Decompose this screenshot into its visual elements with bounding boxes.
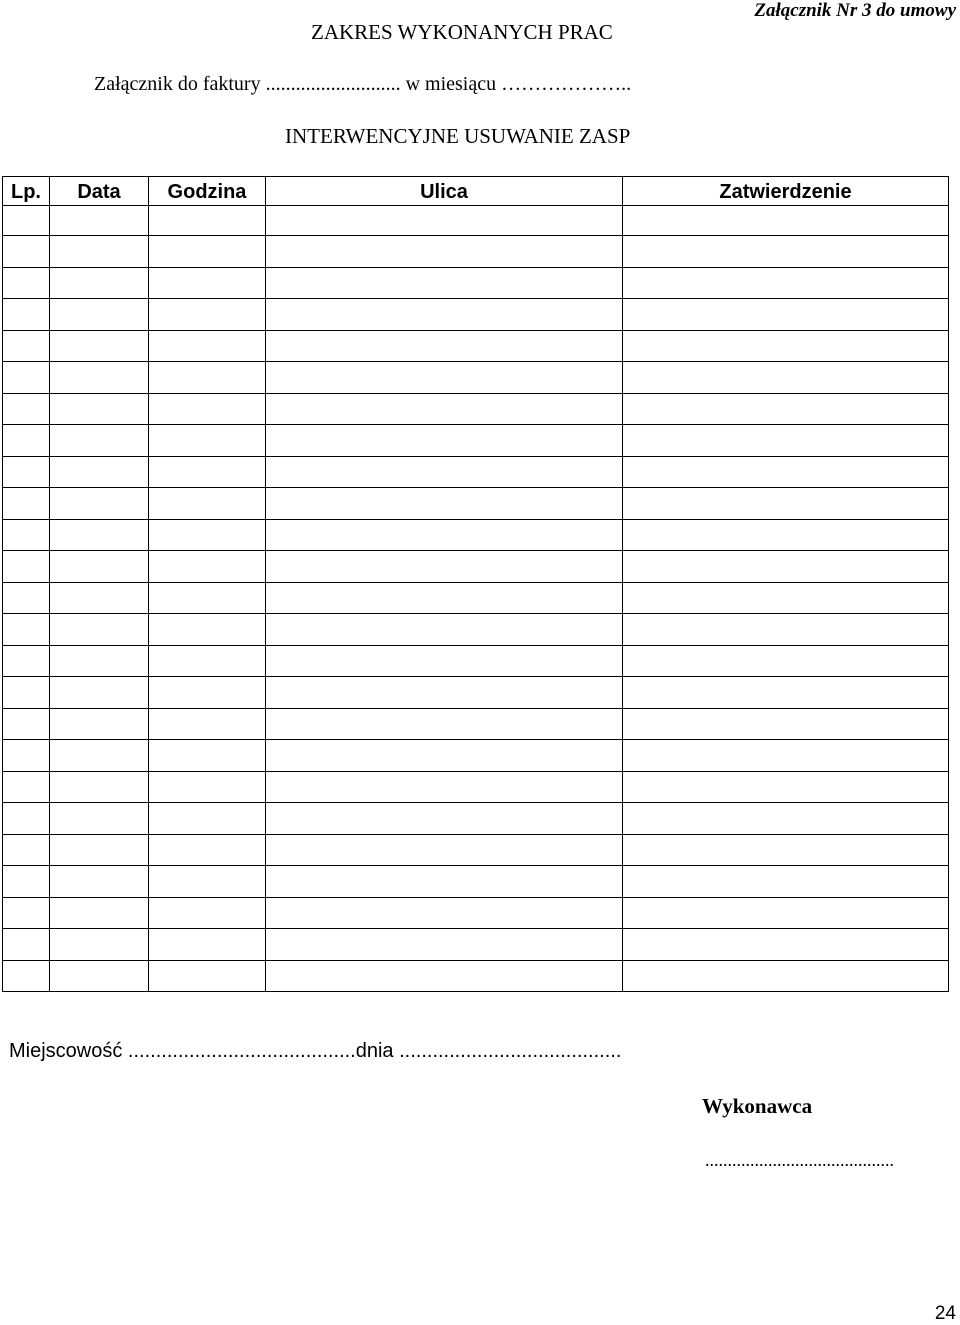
table-cell bbox=[623, 267, 949, 299]
table-cell bbox=[149, 708, 266, 740]
table-cell bbox=[149, 614, 266, 646]
table-cell bbox=[3, 740, 50, 772]
table-cell bbox=[3, 614, 50, 646]
table-cell bbox=[149, 362, 266, 394]
table-cell bbox=[623, 771, 949, 803]
table-row bbox=[3, 866, 949, 898]
table-cell bbox=[3, 960, 50, 992]
table-row bbox=[3, 960, 949, 992]
table-cell bbox=[50, 645, 149, 677]
table-cell bbox=[266, 708, 623, 740]
column-header-time: Godzina bbox=[149, 177, 266, 206]
table-cell bbox=[266, 456, 623, 488]
table-cell bbox=[266, 929, 623, 961]
table-row bbox=[3, 425, 949, 457]
table-cell bbox=[623, 299, 949, 331]
table-cell bbox=[50, 393, 149, 425]
table-cell bbox=[266, 488, 623, 520]
table-cell bbox=[3, 897, 50, 929]
table-cell bbox=[266, 614, 623, 646]
table-cell bbox=[623, 614, 949, 646]
table-cell bbox=[3, 645, 50, 677]
table-cell bbox=[3, 803, 50, 835]
table-cell bbox=[623, 960, 949, 992]
table-cell bbox=[623, 519, 949, 551]
table-cell bbox=[3, 330, 50, 362]
table-cell bbox=[266, 960, 623, 992]
table-cell bbox=[149, 330, 266, 362]
table-cell bbox=[149, 929, 266, 961]
table-cell bbox=[149, 236, 266, 268]
table-cell bbox=[266, 330, 623, 362]
table-cell bbox=[50, 236, 149, 268]
table-row bbox=[3, 677, 949, 709]
table-cell bbox=[623, 425, 949, 457]
table-row bbox=[3, 582, 949, 614]
table-cell bbox=[50, 803, 149, 835]
table-row bbox=[3, 206, 949, 236]
table-cell bbox=[266, 425, 623, 457]
table-cell bbox=[266, 677, 623, 709]
table-cell bbox=[3, 299, 50, 331]
table-row bbox=[3, 645, 949, 677]
table-cell bbox=[149, 488, 266, 520]
table-cell bbox=[50, 897, 149, 929]
table-cell bbox=[50, 929, 149, 961]
table-cell bbox=[623, 740, 949, 772]
work-log-table bbox=[2, 176, 949, 992]
table-cell bbox=[623, 582, 949, 614]
table-cell bbox=[623, 551, 949, 583]
table-row bbox=[3, 803, 949, 835]
table-cell bbox=[3, 488, 50, 520]
table-cell bbox=[50, 330, 149, 362]
table-cell bbox=[149, 551, 266, 583]
table-row bbox=[3, 362, 949, 394]
contractor-label: Wykonawca bbox=[702, 1094, 813, 1118]
table-cell bbox=[623, 677, 949, 709]
table-cell bbox=[266, 897, 623, 929]
table-cell bbox=[266, 519, 623, 551]
table-cell bbox=[50, 456, 149, 488]
table-cell bbox=[266, 771, 623, 803]
section-title: INTERWENCYJNE USUWANIE ZASP bbox=[285, 124, 631, 148]
table-cell bbox=[3, 551, 50, 583]
table-row bbox=[3, 330, 949, 362]
table-row bbox=[3, 929, 949, 961]
table-cell bbox=[623, 206, 949, 236]
table-row bbox=[3, 236, 949, 268]
table-cell bbox=[50, 708, 149, 740]
table-cell bbox=[266, 206, 623, 236]
table-cell bbox=[50, 582, 149, 614]
table-cell bbox=[50, 614, 149, 646]
table-cell bbox=[266, 645, 623, 677]
table-cell bbox=[3, 582, 50, 614]
table-cell bbox=[266, 866, 623, 898]
table-cell bbox=[623, 929, 949, 961]
table-cell bbox=[266, 299, 623, 331]
table-cell bbox=[149, 582, 266, 614]
table-row bbox=[3, 488, 949, 520]
table-cell bbox=[3, 236, 50, 268]
table-cell bbox=[50, 299, 149, 331]
table-cell bbox=[149, 299, 266, 331]
table-cell bbox=[149, 425, 266, 457]
table-cell bbox=[623, 488, 949, 520]
table-row bbox=[3, 519, 949, 551]
table-cell bbox=[623, 708, 949, 740]
column-header-approval: Zatwierdzenie bbox=[623, 177, 949, 206]
table-cell bbox=[50, 519, 149, 551]
table-cell bbox=[623, 897, 949, 929]
table-cell bbox=[3, 425, 50, 457]
table-cell bbox=[149, 771, 266, 803]
table-cell bbox=[149, 834, 266, 866]
table-cell bbox=[149, 393, 266, 425]
table-cell bbox=[149, 803, 266, 835]
table-row bbox=[3, 393, 949, 425]
table-cell bbox=[266, 582, 623, 614]
table-row bbox=[3, 456, 949, 488]
table-cell bbox=[3, 393, 50, 425]
table-cell bbox=[3, 206, 50, 236]
document-title: ZAKRES WYKONANYCH PRAC bbox=[311, 20, 613, 44]
table-cell bbox=[266, 834, 623, 866]
table-cell bbox=[623, 866, 949, 898]
table-cell bbox=[623, 362, 949, 394]
table-cell bbox=[50, 866, 149, 898]
table-cell bbox=[50, 488, 149, 520]
table-cell bbox=[623, 330, 949, 362]
table-cell bbox=[50, 740, 149, 772]
table-cell bbox=[3, 929, 50, 961]
table-cell bbox=[149, 206, 266, 236]
table-cell bbox=[266, 740, 623, 772]
column-header-lp: Lp. bbox=[3, 177, 50, 206]
table-row bbox=[3, 299, 949, 331]
table-cell bbox=[149, 677, 266, 709]
table-cell bbox=[3, 866, 50, 898]
table-cell bbox=[623, 236, 949, 268]
table-cell bbox=[3, 519, 50, 551]
table-cell bbox=[266, 803, 623, 835]
table-cell bbox=[149, 267, 266, 299]
column-header-date: Data bbox=[50, 177, 149, 206]
table-cell bbox=[623, 834, 949, 866]
signature-line: .......................................... bbox=[705, 1150, 894, 1170]
table-row bbox=[3, 551, 949, 583]
table-cell bbox=[149, 519, 266, 551]
page-number: 24 bbox=[934, 1303, 956, 1324]
table-cell bbox=[623, 456, 949, 488]
table-cell bbox=[149, 897, 266, 929]
table-cell bbox=[623, 803, 949, 835]
column-header-street: Ulica bbox=[266, 177, 623, 206]
table-cell bbox=[623, 393, 949, 425]
table-cell bbox=[623, 645, 949, 677]
table-cell bbox=[50, 425, 149, 457]
table-cell bbox=[149, 645, 266, 677]
table-cell bbox=[149, 866, 266, 898]
place-and-date-line: Miejscowość .........................................dnia ........................................ bbox=[9, 1040, 622, 1062]
table-cell bbox=[50, 771, 149, 803]
table-cell bbox=[50, 677, 149, 709]
table-cell bbox=[3, 677, 50, 709]
table-cell bbox=[3, 771, 50, 803]
table-row bbox=[3, 267, 949, 299]
table-cell bbox=[50, 206, 149, 236]
table-cell bbox=[50, 362, 149, 394]
table-cell bbox=[3, 456, 50, 488]
table-cell bbox=[50, 551, 149, 583]
invoice-reference-line: Załącznik do faktury ........................... w miesiącu ……………….. bbox=[94, 73, 632, 95]
table-cell bbox=[149, 740, 266, 772]
table-cell bbox=[50, 267, 149, 299]
table-cell bbox=[266, 393, 623, 425]
table-cell bbox=[3, 362, 50, 394]
table-cell bbox=[266, 551, 623, 583]
table-cell bbox=[3, 834, 50, 866]
table-row bbox=[3, 771, 949, 803]
table-row bbox=[3, 897, 949, 929]
table-header-row bbox=[3, 177, 949, 206]
table-cell bbox=[149, 960, 266, 992]
table-cell bbox=[266, 362, 623, 394]
table-cell bbox=[50, 834, 149, 866]
table-cell bbox=[149, 456, 266, 488]
table-cell bbox=[266, 267, 623, 299]
table-row bbox=[3, 708, 949, 740]
table-cell bbox=[3, 267, 50, 299]
table-row bbox=[3, 834, 949, 866]
table-cell bbox=[266, 236, 623, 268]
table-row bbox=[3, 740, 949, 772]
table-cell bbox=[50, 960, 149, 992]
annex-label: Załącznik Nr 3 do umowy bbox=[754, 0, 956, 21]
table-row bbox=[3, 614, 949, 646]
table-body bbox=[3, 206, 949, 992]
table-cell bbox=[3, 708, 50, 740]
